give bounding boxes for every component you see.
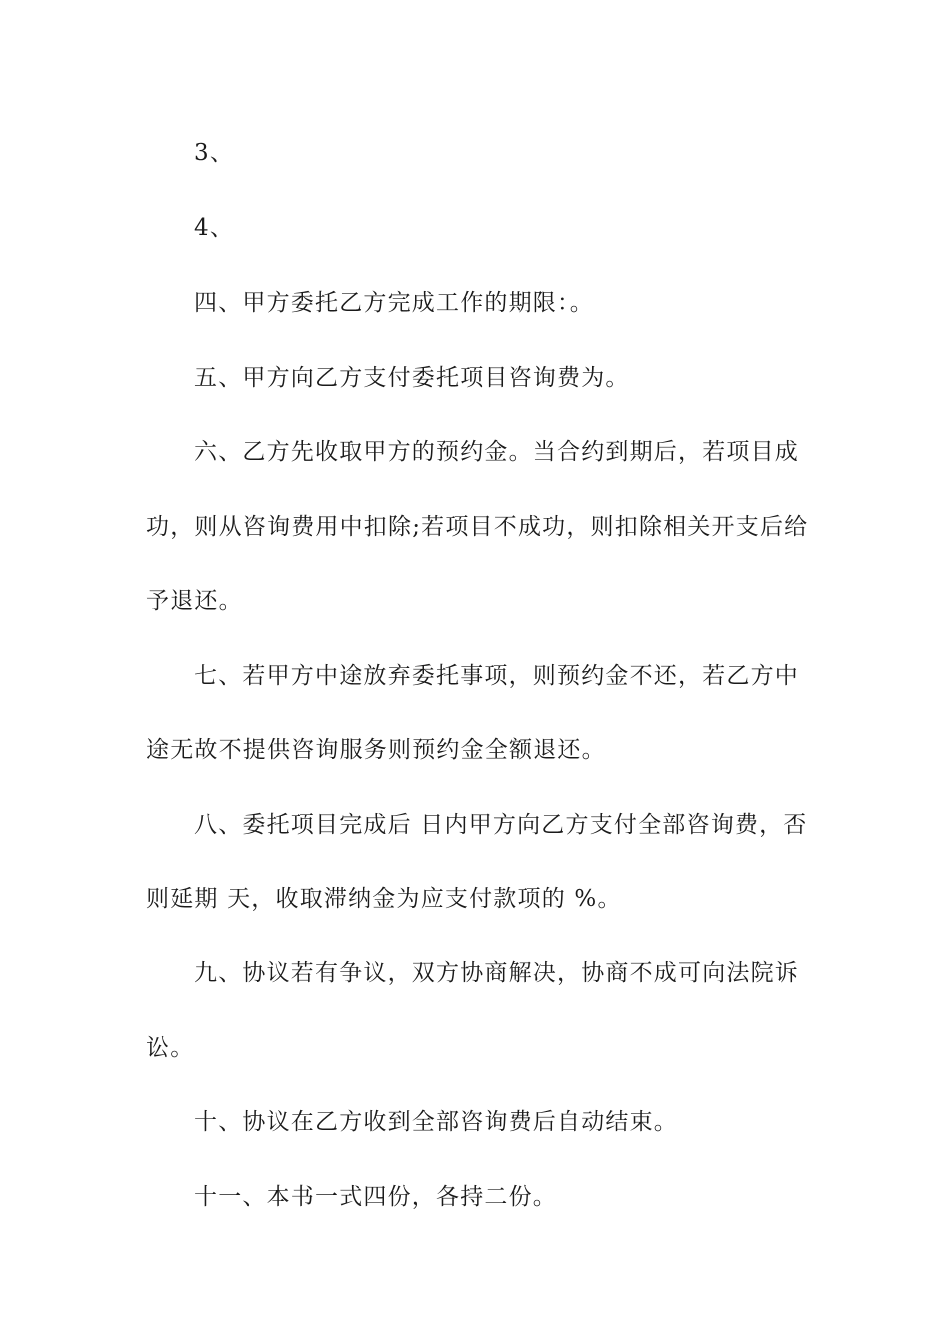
clause-7-line-1: 七、若甲方中途放弃委托事项，则预约金不还，若乙方中 xyxy=(194,663,799,689)
clause-8-line-2: 则延期 天，收取滞纳金为应支付款项的 %。 xyxy=(146,886,622,912)
clause-6-line-2: 功，则从咨询费用中扣除;若项目不成功，则扣除相关开支后给 xyxy=(146,514,809,540)
clause-10: 十、协议在乙方收到全部咨询费后自动结束。 xyxy=(194,1109,678,1135)
clause-9-line-1: 九、协议若有争议，双方协商解决，协商不成可向法院诉 xyxy=(194,960,799,986)
clause-6-line-3: 予退还。 xyxy=(146,588,243,614)
clause-6-line-1: 六、乙方先收取甲方的预约金。当合约到期后，若项目成 xyxy=(194,439,799,465)
clause-9-line-2: 讼。 xyxy=(146,1035,195,1061)
clause-5: 五、甲方向乙方支付委托项目咨询费为。 xyxy=(194,365,630,391)
clause-7-line-2: 途无故不提供咨询服务则预约金全额退还。 xyxy=(146,737,606,763)
clause-8-line-1: 八、委托项目完成后 日内甲方向乙方支付全部咨询费，否 xyxy=(194,812,808,838)
item-4: 4、 xyxy=(194,215,235,241)
clause-11: 十一、本书一式四份，各持二份。 xyxy=(194,1184,557,1210)
item-3: 3、 xyxy=(194,140,235,166)
clause-4: 四、甲方委托乙方完成工作的期限：。 xyxy=(194,290,594,316)
